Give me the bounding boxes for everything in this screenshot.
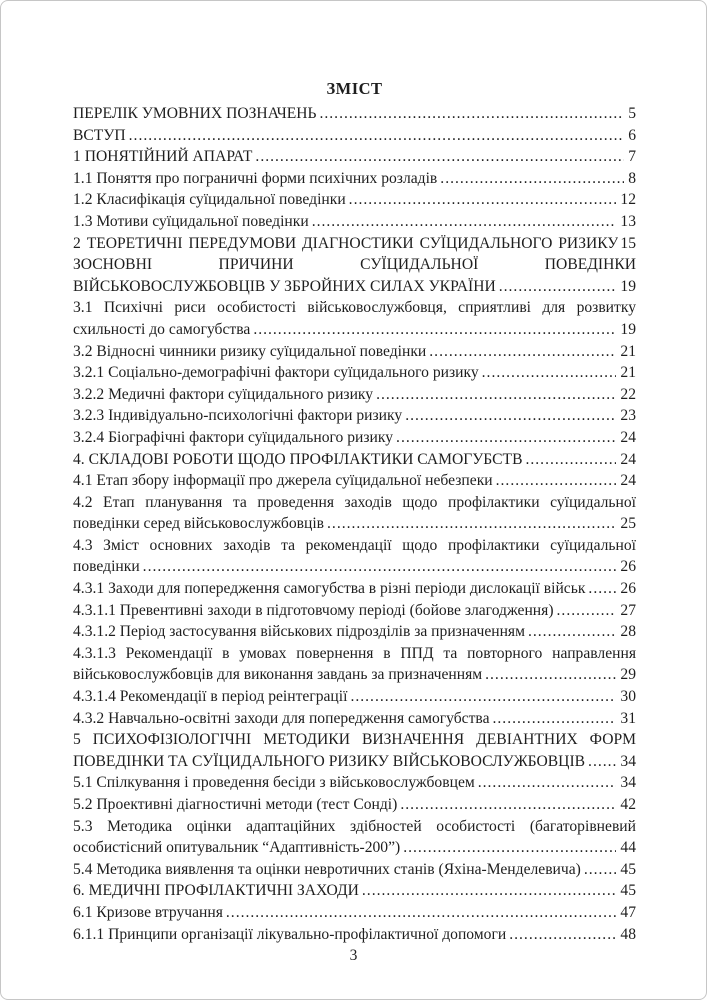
toc-page-number: 24 bbox=[620, 472, 636, 490]
toc-line bbox=[73, 621, 636, 643]
toc-page-number: 26 bbox=[620, 580, 636, 598]
toc-entry-text: 3.2 Відносні чинники ризику суїцидальної поведінки bbox=[73, 342, 427, 360]
toc-line bbox=[73, 189, 636, 211]
dot-leader bbox=[143, 556, 617, 578]
dot-leader bbox=[496, 470, 617, 492]
toc-entry-text: 6. МЕДИЧНІ ПРОФІЛАКТИЧНІ ЗАХОДИ bbox=[73, 882, 359, 900]
toc-line bbox=[73, 837, 636, 859]
dot-leader bbox=[405, 405, 616, 427]
toc-page-number: 28 bbox=[620, 623, 636, 641]
dot-leader bbox=[584, 859, 617, 881]
dot-leader bbox=[557, 600, 617, 622]
toc-line: 4.2 Етап планування та проведення заходів щодо профілактики суїцидальної bbox=[73, 493, 636, 511]
toc-entry-text: 4. СКЛАДОВІ РОБОТИ ЩОДО ПРОФІЛАКТИКИ САМОГУБСТВ bbox=[73, 450, 523, 468]
toc-entry-text: військовослужбовців для виконання завдань за призначенням bbox=[73, 666, 483, 684]
toc-page-number: 6 bbox=[628, 126, 636, 144]
dot-leader bbox=[129, 125, 625, 147]
toc-entry-text: 1.1 Поняття про пограничні форми психічних розладів bbox=[73, 169, 438, 187]
toc-entry-text: 4.3.1 Заходи для попередження самогубства в різні періоди дислокації військ bbox=[73, 580, 586, 598]
toc-line: 3.1 Психічні риси особистості військовослужбовця, сприятливі для розвитку bbox=[73, 299, 636, 317]
dot-leader bbox=[319, 103, 624, 125]
dot-leader bbox=[440, 168, 624, 190]
dot-leader bbox=[253, 319, 616, 341]
toc-entry-text: 4.1 Етап збору інформації про джерела суїцидальної небезпеки bbox=[73, 472, 493, 490]
toc-entry-text: ПОВЕДІНКИ ТА СУЇЦИДАЛЬНОГО РИЗИКУ ВІЙСЬКОВОСЛУЖБОВЦІВ bbox=[73, 752, 586, 770]
dot-leader bbox=[429, 341, 616, 363]
toc-page-number: 21 bbox=[620, 342, 636, 360]
page-title: ЗМІСТ bbox=[326, 79, 383, 98]
toc-line bbox=[73, 168, 636, 190]
toc-line bbox=[73, 125, 636, 147]
toc-entry-text: ВСТУП bbox=[73, 126, 126, 144]
toc-entry-text: 3.2.3 Індивідуально-психологічні фактори ризику bbox=[73, 407, 403, 425]
toc-page-number: 30 bbox=[620, 688, 636, 706]
toc-entry-text: 6.1 Кризове втручання bbox=[73, 903, 223, 921]
toc-line bbox=[73, 578, 636, 600]
toc-line bbox=[73, 751, 636, 773]
toc-page-number: 23 bbox=[620, 407, 636, 425]
dot-leader bbox=[403, 837, 616, 859]
toc-entry-text: ПЕРЕЛІК УМОВНИХ ПОЗНАЧЕНЬ bbox=[73, 105, 317, 122]
toc-entry-text: схильності до самогубства bbox=[73, 320, 251, 338]
toc-entry-text: 3.2.2 Медичні фактори суїцидального ризику bbox=[73, 385, 374, 403]
toc-line bbox=[73, 600, 636, 622]
toc-entry-text: особистісний опитувальник “Адаптивність-200”) bbox=[73, 839, 401, 857]
toc-line: ЗОСНОВНІ ПРИЧИНИ СУЇЦИДАЛЬНОЇ ПОВЕДІНКИ bbox=[73, 256, 636, 274]
toc-page-number: 45 bbox=[620, 882, 636, 900]
toc-line bbox=[73, 794, 636, 816]
toc-page-number: 21 bbox=[620, 364, 636, 382]
toc-line bbox=[73, 427, 636, 449]
dot-leader bbox=[509, 924, 616, 946]
toc-entry-text: 5.4 Методика виявлення та оцінки невротичних станів (Яхіна-Менделевича) bbox=[73, 860, 581, 878]
toc-page-number: 8 bbox=[628, 169, 636, 187]
toc-line bbox=[73, 384, 636, 406]
toc-line: 4.3.1.3 Рекомендації в умовах повернення в ППД та повторного направлення bbox=[73, 644, 636, 662]
dot-leader bbox=[396, 427, 616, 449]
toc-page-number: 31 bbox=[620, 709, 636, 727]
toc-line bbox=[73, 319, 636, 341]
toc-entry-text: 6.1.1 Принципи організації лікувально-профілактичної допомоги bbox=[73, 925, 507, 943]
toc-line bbox=[73, 513, 636, 535]
toc-line: 5.3 Методика оцінки адаптаційних здібностей особистості (багаторівневий bbox=[73, 817, 636, 835]
dot-leader bbox=[327, 513, 616, 535]
toc-line bbox=[73, 276, 636, 298]
dot-leader bbox=[362, 880, 617, 902]
toc-line bbox=[73, 708, 636, 730]
toc-entry-text: поведінки bbox=[73, 558, 140, 576]
toc-page-number: 24 bbox=[620, 428, 636, 446]
toc-entry-text: поведінки серед військовослужбовців bbox=[73, 515, 325, 533]
toc-entry-text: ВІЙСЬКОВОСЛУЖБОВЦІВ У ЗБРОЙНИХ СИЛАХ УКРАЇНИ bbox=[73, 277, 496, 295]
toc-line bbox=[73, 211, 636, 233]
toc-page-number: 48 bbox=[620, 925, 636, 943]
dot-leader bbox=[525, 449, 616, 471]
toc-entry-text: 3.2.1 Соціально-демографічні фактори суїцидального ризику bbox=[73, 364, 479, 382]
toc-page-number: 15 bbox=[620, 234, 636, 252]
toc-line bbox=[73, 772, 636, 794]
toc-entry-text: 5.1 Спілкування і проведення бесіди з військовослужбовцем bbox=[73, 774, 475, 792]
toc-entry-text: 1.3 Мотиви суїцидальної поведінки bbox=[73, 212, 309, 230]
toc-entry-text: 4.3.2 Навчально-освітні заходи для попередження самогубства bbox=[73, 709, 490, 727]
toc-page-number: 34 bbox=[620, 752, 636, 770]
toc-page-number: 22 bbox=[620, 385, 636, 403]
toc-page-number: 29 bbox=[620, 666, 636, 684]
dot-leader bbox=[493, 708, 617, 730]
toc-page-number: 26 bbox=[620, 558, 636, 576]
dot-leader bbox=[478, 772, 617, 794]
dot-leader bbox=[499, 276, 617, 298]
toc-line bbox=[73, 341, 636, 363]
toc-entry-text: 1 ПОНЯТІЙНИЙ АПАРАТ bbox=[73, 148, 253, 166]
toc-line bbox=[73, 362, 636, 384]
toc-entry-text: 3.2.4 Біографічні фактори суїцидального ризику bbox=[73, 428, 394, 446]
toc-entry-text: 2 ТЕОРЕТИЧНІ ПЕРЕДУМОВИ ДІАГНОСТИКИ СУЇЦИДАЛЬНОГО РИЗИКУ bbox=[73, 234, 619, 252]
toc-page-number: 7 bbox=[628, 148, 636, 166]
toc-page-number: 25 bbox=[620, 515, 636, 533]
toc-entry-text: 5.2 Проективні діагностичні методи (тест Сонді) bbox=[73, 796, 398, 813]
toc-page-number: 27 bbox=[620, 601, 636, 619]
dot-leader bbox=[255, 146, 624, 168]
toc-entry-text: 1.2 Класифікація суїцидальної поведінки bbox=[73, 191, 346, 209]
dot-leader bbox=[349, 189, 617, 211]
dot-leader bbox=[226, 902, 617, 924]
dot-leader bbox=[312, 211, 617, 233]
toc-line bbox=[73, 449, 636, 471]
toc-page-number: 34 bbox=[620, 774, 636, 792]
toc-page-number: 13 bbox=[620, 212, 636, 230]
page-number: 3 bbox=[349, 947, 358, 964]
dot-leader bbox=[400, 794, 616, 816]
toc-line bbox=[73, 880, 636, 902]
toc-line bbox=[73, 686, 636, 708]
dot-leader bbox=[350, 686, 616, 708]
dot-leader bbox=[482, 362, 617, 384]
toc-entry-text: 4.3.1.4 Рекомендації в період реінтеграції bbox=[73, 688, 348, 706]
toc-line bbox=[73, 902, 636, 924]
toc-page-number: 19 bbox=[620, 320, 636, 338]
dot-leader bbox=[588, 751, 616, 773]
toc-line bbox=[73, 556, 636, 578]
toc-line bbox=[73, 103, 636, 125]
dot-leader bbox=[485, 664, 616, 686]
toc-line bbox=[73, 470, 636, 492]
dot-leader bbox=[528, 621, 616, 643]
toc-line bbox=[73, 859, 636, 881]
toc-page-number: 12 bbox=[620, 191, 636, 209]
dot-leader bbox=[588, 578, 616, 600]
toc-page-number: 5 bbox=[628, 105, 636, 122]
toc-line bbox=[73, 405, 636, 427]
toc-page-number: 47 bbox=[620, 903, 636, 921]
toc-page-number: 45 bbox=[620, 860, 636, 878]
toc-line: 5 ПСИХОФІЗІОЛОГІЧНІ МЕТОДИКИ ВИЗНАЧЕННЯ ДЕВІАНТНИХ ФОРМ bbox=[73, 731, 636, 749]
toc-list bbox=[73, 103, 636, 945]
toc-page-number: 24 bbox=[620, 450, 636, 468]
toc-page-number: 44 bbox=[620, 839, 636, 857]
dot-leader bbox=[376, 384, 616, 406]
toc-page-number: 42 bbox=[620, 796, 636, 813]
toc-page-number: 19 bbox=[620, 277, 636, 295]
toc-entry-text: 4.3.1.1 Превентивні заходи в підготовчому періоді (бойове злагодження) bbox=[73, 601, 554, 619]
toc-line bbox=[73, 664, 636, 686]
toc-line: 4.3 Зміст основних заходів та рекомендації щодо профілактики суїцидальної bbox=[73, 536, 636, 554]
toc-line bbox=[73, 233, 636, 255]
toc-line bbox=[73, 146, 636, 168]
toc-entry-text: 4.3.1.2 Період застосування військових підрозділів за призначенням bbox=[73, 623, 525, 641]
toc-line bbox=[73, 924, 636, 946]
